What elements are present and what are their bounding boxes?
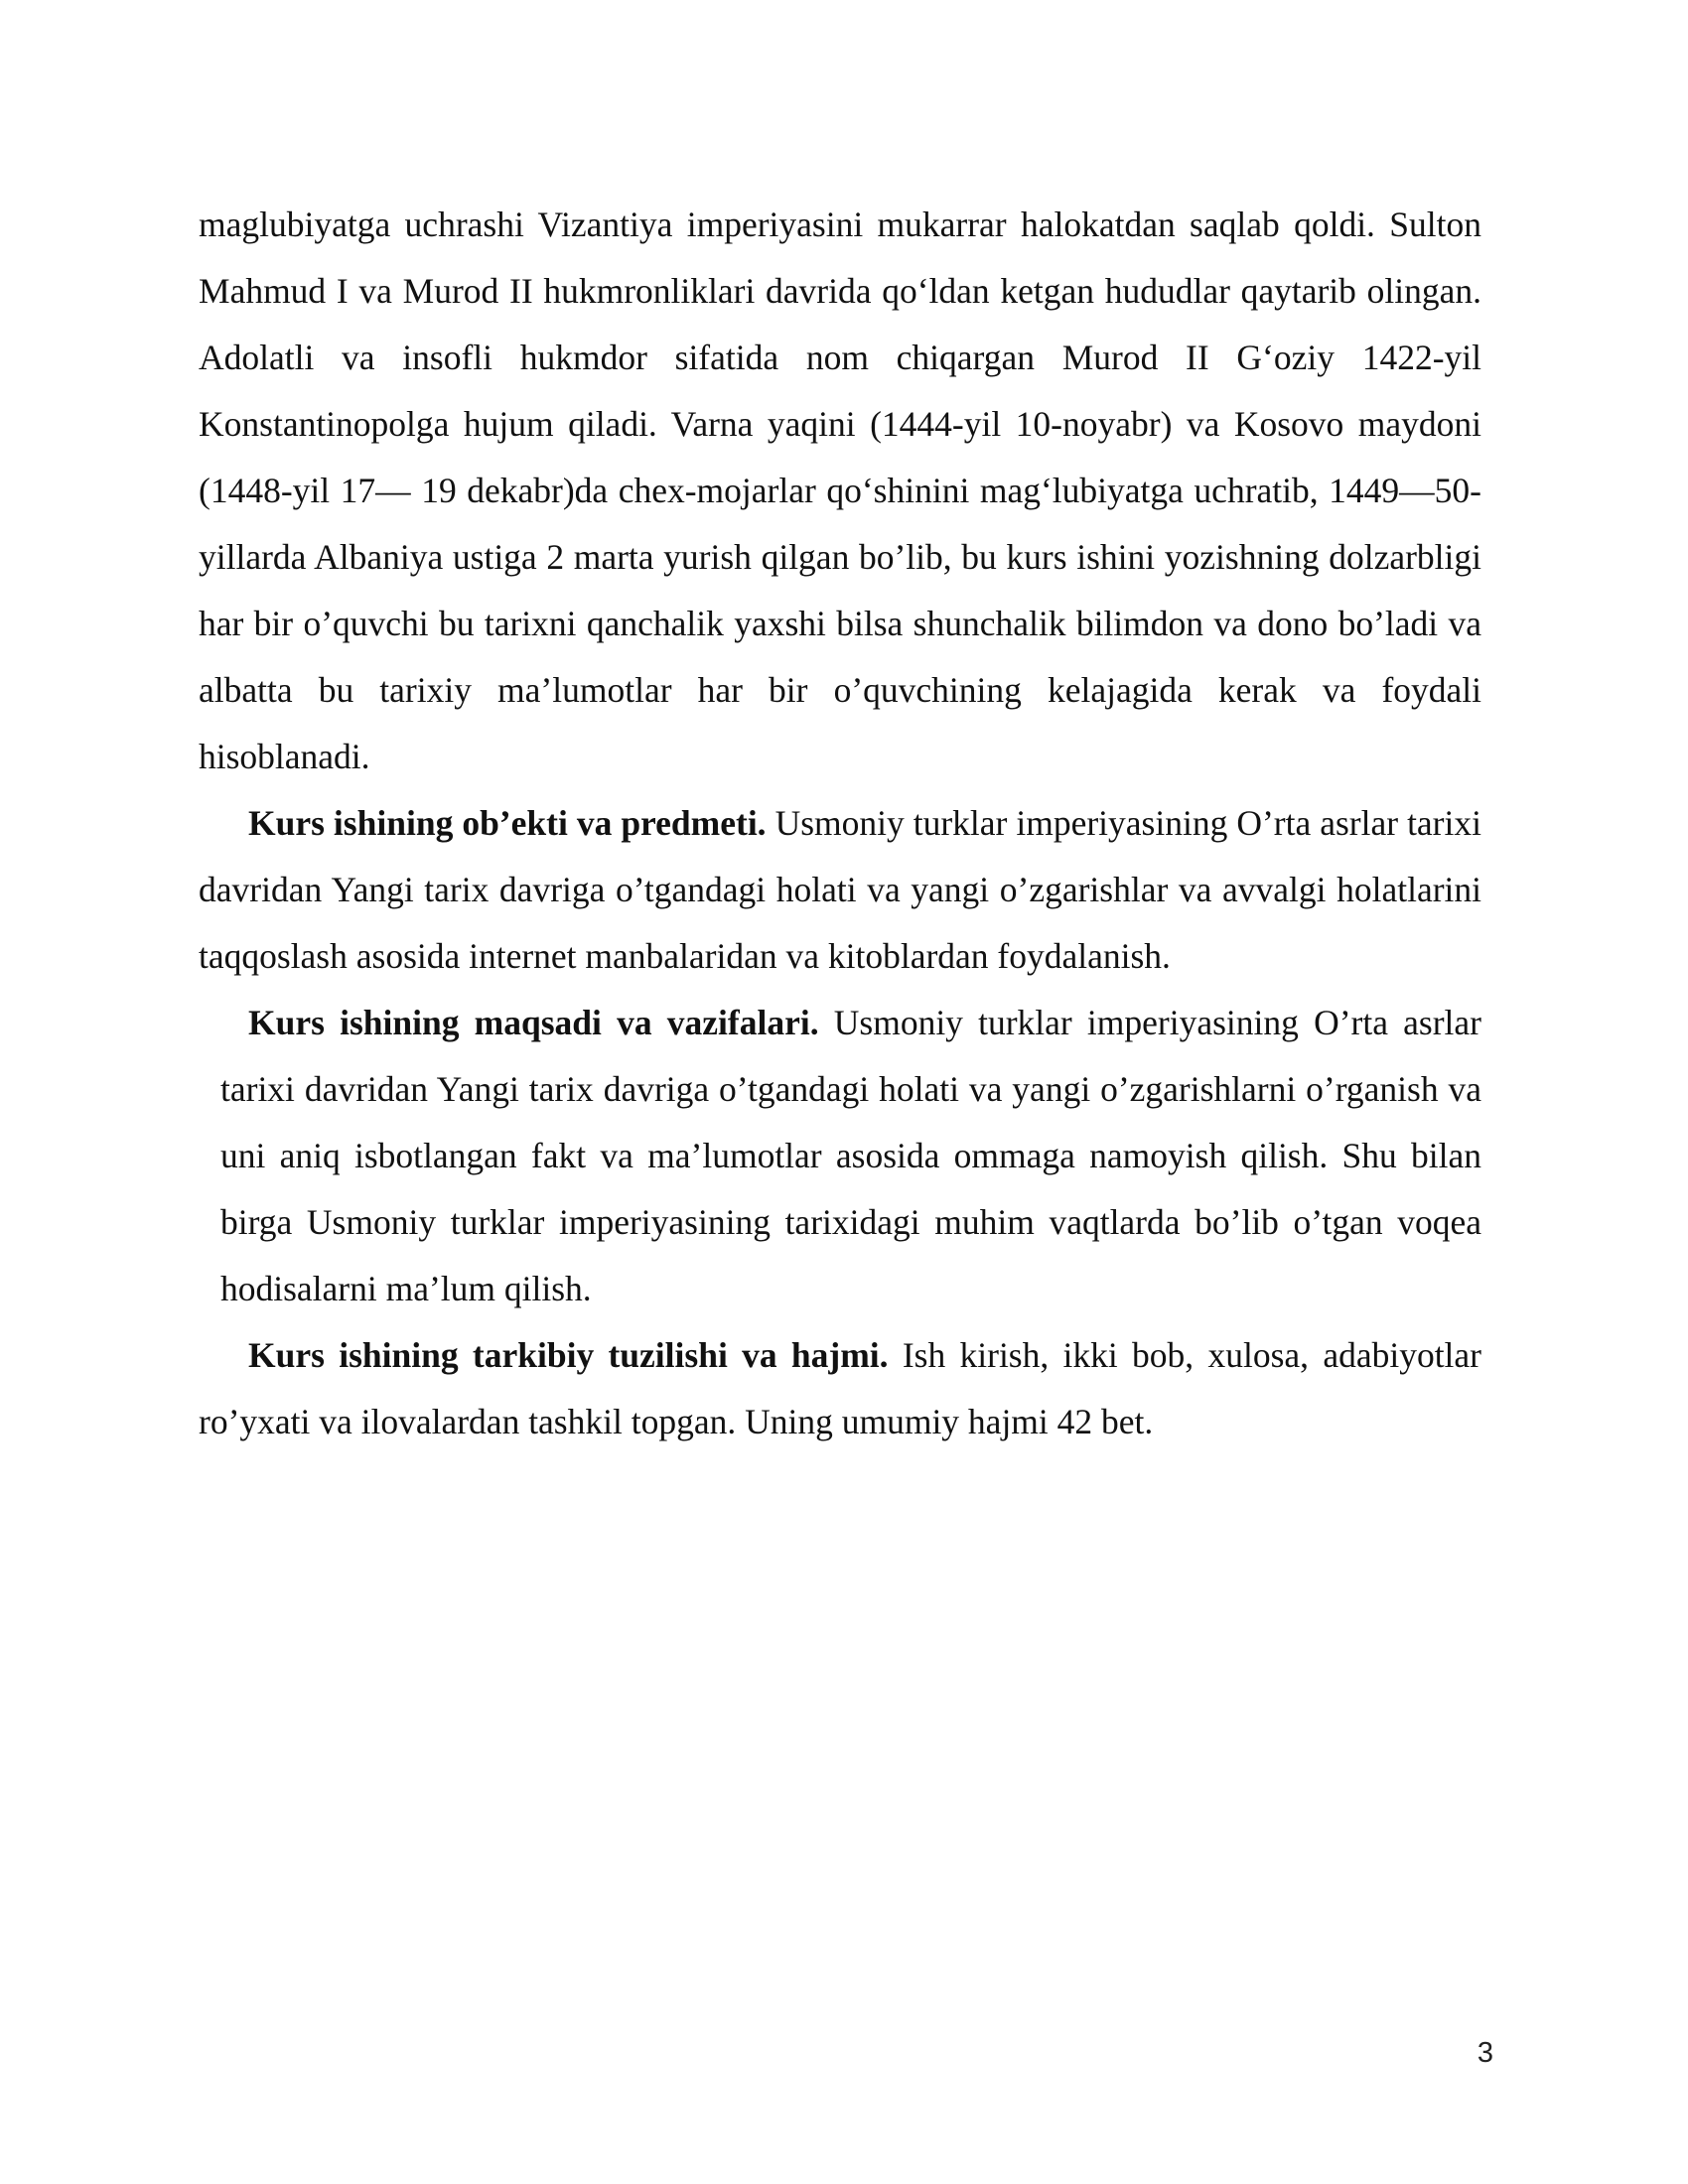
- paragraph-text: Ish kirish, ikki bob, xulosa, adabiyotlar ro’yxati va ilovalardan tashkil topgan. Uning umumiy hajmi 42 bet.: [199, 1335, 1482, 1441]
- page-number: 3: [1477, 2037, 1493, 2069]
- paragraph-text: Usmoniy turklar imperiyasining O’rta asrlar tarixi davridan Yangi tarix davriga o’tgandagi holati va yangi o’zgarishlar va avvalgi holatlarini taqqoslash asosida internet manbalaridan va kitoblardan foydalanish.: [199, 803, 1481, 976]
- paragraph-context: [199, 192, 1481, 790]
- paragraph-text: maglubiyatga uchrashi Vizantiya imperiyasini mukarrar halokatdan saqlab qoldi. Sulton Mahmud I va Murod II hukmronliklari davrida qo‘ldan ketgan hududlar qaytarib olingan. Adolatli va insofli hukmdor sifatida nom chiqargan Murod II G‘oziy 1422-yil Konstantinopolga hujum qiladi. Varna yaqini (1444-yil 10-noyabr) va Kosovo maydoni (1448-yil 17— 19 dekabr)da chex-mojarlar qo‘shinini mag‘lubiyatga uchratib, 1449—50-yillarda Albaniya ustiga 2 marta yurish qilgan bo’lib, bu kurs ishini yozishning dolzarbligi har bir o’quvchi bu tarixni qanchalik yaxshi bilsa shunchalik bilimdon va dono bo’ladi va albatta bu tarixiy ma’lumotlar har bir o’quvchining kelajagida kerak va foydali hisoblanadi.: [199, 205, 1481, 776]
- paragraph-structure-volume: [199, 1322, 1481, 1455]
- paragraph-text: Usmoniy turklar imperiyasining O’rta asrlar tarixi davridan Yangi tarix davriga o’tgandagi holati va yangi o’zgarishlarni o’rganish va uni aniq isbotlangan fakt va ma’lumotlar asosida ommaga namoyish qilish. Shu bilan birga Usmoniy turklar imperiyasining tarixidagi muhim vaqtlarda bo’lib o’tgan voqea hodisalarni ma’lum qilish.: [220, 1003, 1481, 1308]
- paragraph-heading: Kurs ishining maqsadi va vazifalari.: [248, 1003, 819, 1042]
- paragraph-object-subject: [199, 790, 1481, 990]
- paragraph-heading: Kurs ishining ob’ekti va predmeti.: [248, 803, 767, 843]
- document-body: [199, 192, 1481, 1455]
- paragraph-goals-tasks: [199, 990, 1481, 1322]
- paragraph-heading: Kurs ishining tarkibiy tuzilishi va hajmi.: [248, 1335, 889, 1375]
